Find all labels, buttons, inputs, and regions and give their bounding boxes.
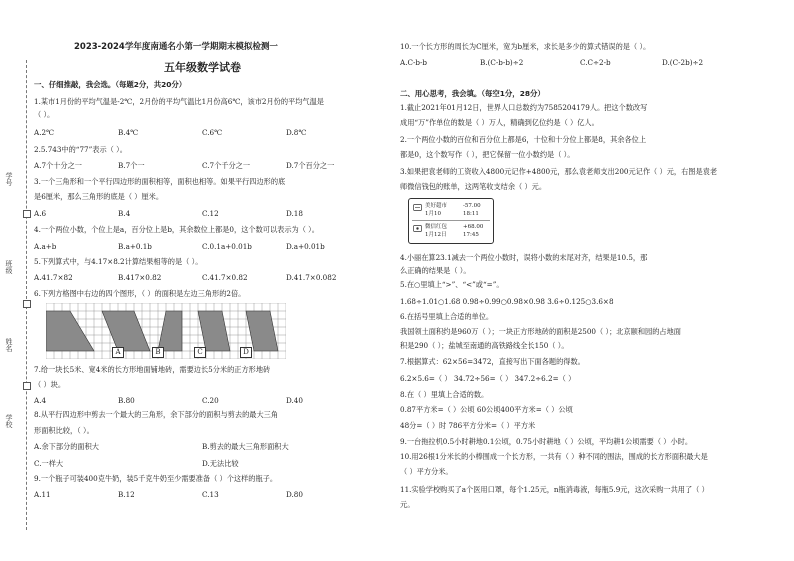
red-packet-icon <box>413 225 422 232</box>
option[interactable]: A.11 <box>34 490 51 499</box>
fill8-line2: 0.87平方米=（ ）公顷 60公顷400平方米=（ ）公顷 <box>400 405 573 414</box>
option[interactable]: D.a+0.01b <box>286 242 325 251</box>
option[interactable]: A.4 <box>34 396 47 405</box>
option[interactable]: B.12 <box>118 490 135 499</box>
q6-stem: 6.下列方格图中右边的四个图形，（ ）的面积是左边三角形的2倍。 <box>34 289 246 298</box>
fill6-line3: 积是290（ ）；盐城至南通的高铁路线全长150（ ）。 <box>400 341 569 350</box>
shopping-icon <box>413 204 422 211</box>
option[interactable]: B.4℃ <box>118 128 139 137</box>
q2-stem: 2.5.743中的“77”表示（ ）。 <box>34 145 127 154</box>
bill-row2-amount: +68.00 <box>463 224 484 230</box>
shape-a <box>102 311 150 351</box>
q3-stem: 3.一个三角形和一个平行四边形的面积相等，面积也相等。如果平行四边形的底 <box>34 177 286 186</box>
fill6-line2: 我国领土面积约是960万（ ）；一块正方形地砖的面积是2500（ ）；北京颐和园的占地面 <box>400 327 681 336</box>
option[interactable]: D.40 <box>286 396 303 405</box>
fill3-line2: 师微信钱包的账单，这两笔收支结余（ ）元。 <box>400 182 547 191</box>
option[interactable]: C.20 <box>202 396 219 405</box>
fill10-line1: 10.用26根1分米长的小棒围成一个长方形，一共有（ ）种不同的围法，围成的长方形面积最大是 <box>400 452 708 461</box>
bill-divider <box>412 220 490 221</box>
option[interactable]: A.6 <box>34 209 47 218</box>
fill1-line1: 1.截止2021年01月12日，世界人口总数约为7585204179人。把这个数改写 <box>400 103 648 112</box>
wallet-bill-card <box>408 198 494 244</box>
fill7-line1: 7.根据算式：62×56=3472，直接写出下面各题的得数。 <box>400 357 585 366</box>
fill11-line2: 元。 <box>400 500 415 509</box>
option[interactable]: D.8℃ <box>286 128 307 137</box>
option[interactable]: B.417×0.82 <box>118 273 162 282</box>
fill4-line1: 4.小丽在算23.1减去一个两位小数时，误将小数的末尾对齐，结果是10.5，那 <box>400 253 648 262</box>
fill7-line2: 6.2×5.6=（ ） 34.72÷56=（ ） 347.2÷6.2=（ ） <box>400 374 576 383</box>
bill-row1-name: 美好超市 <box>425 203 448 209</box>
shape-label-c[interactable]: C <box>194 347 206 358</box>
shape-label-a[interactable]: A <box>112 347 124 358</box>
option[interactable]: C.12 <box>202 209 219 218</box>
fill3-line1: 3.如果把袁老师的工资收入4800元记作+4800元，那么袁老师支出200元记作（ ）元，右图是袁老 <box>400 167 718 176</box>
exam-title: 2023-2024学年度南通名小第一学期期末模拟检测一 <box>74 42 278 52</box>
bill-row2-date: 1月12日 <box>425 232 447 238</box>
shape-label-d[interactable]: D <box>240 347 252 358</box>
option[interactable]: C.0.1a+0.01b <box>202 242 252 251</box>
q10-stem: 10.一个长方形的周长为C厘米，宽为b厘米，求长是多少的算式错误的是（ ）。 <box>400 42 651 51</box>
binding-hole <box>23 210 31 218</box>
q8-stem-cont: 形面积比较，（ ）。 <box>34 426 94 435</box>
q9-stem: 9.一个瓶子可装400克牛奶，装5千克牛奶至少需要准备（ ）个这样的瓶子。 <box>34 474 278 483</box>
fill5-line1: 5.在○里填上“>”、“<”或“=”。 <box>400 280 504 289</box>
fill9-line1: 9.一台拖拉机0.5小时耕地0.1公顷，0.75小时耕地（ ）公顷，平均耕1公顷需要（ ）小时。 <box>400 437 693 446</box>
fill5-line2: 1.68÷1.01○1.68 0.98÷0.99○0.98×0.98 3.6÷0.125○3.6×8 <box>400 297 614 306</box>
margin-label-name: 姓名 <box>5 338 13 352</box>
option[interactable]: D.41.7×0.082 <box>286 273 337 282</box>
option[interactable]: B.剪去的最大三角形面积大 <box>202 442 289 451</box>
option[interactable]: C.7个千分之一 <box>202 161 251 170</box>
option[interactable]: A.2℃ <box>34 128 55 137</box>
option[interactable]: A.C-b-b <box>400 58 428 67</box>
option[interactable]: A.a+b <box>34 242 57 251</box>
option[interactable]: C.C÷2-b <box>580 58 611 67</box>
q7-stem-cont: （ ）块。 <box>34 380 66 389</box>
fill8-line3: 48分=（ ）时 786平方分米=（ ）平方米 <box>400 421 536 430</box>
shape-b <box>158 311 182 351</box>
bill-row2-name: 微信红包 <box>425 224 448 230</box>
option[interactable]: B.(C-b-b)÷2 <box>480 58 524 67</box>
margin-label-class: 班级 <box>5 260 13 274</box>
option[interactable]: D.18 <box>286 209 303 218</box>
option[interactable]: B.80 <box>118 396 135 405</box>
q4-stem: 4.一个两位小数，个位上是a，百分位上是b，其余数位上都是0，这个数可以表示为（ ）。 <box>34 225 319 234</box>
fill8-line1: 8.在（ ）里填上合适的数。 <box>400 390 489 399</box>
shape-label-b[interactable]: B <box>152 347 164 358</box>
q5-stem: 5.下列算式中，与4.17×8.2计算结果相等的是（ ）。 <box>34 257 203 266</box>
q1-stem: 1.某市1月份的平均气温是-2℃，2月份的平均气温比1月份高6℃，该市2月份的平均气温是 <box>34 97 324 106</box>
q8-stem: 8.从平行四边形中剪去一个最大的三角形，余下部分的面积与剪去的最大三角 <box>34 410 279 419</box>
shape-d <box>246 311 278 351</box>
fill1-line2: 成用“万”作单位的数是（ ）万人，精确到亿位约是（ ）亿人。 <box>400 118 599 127</box>
option[interactable]: D.80 <box>286 490 303 499</box>
fill10-line2: （ ）平方分米。 <box>400 467 453 476</box>
shape-c <box>198 311 230 351</box>
fill2-line1: 2.一个两位小数的百位和百分位上都是6，十位和十分位上都是8，其余各位上 <box>400 135 647 144</box>
option[interactable]: C.13 <box>202 490 219 499</box>
fill2-line2: 都是0，这个数写作（ ），把它保留一位小数约是（ ）。 <box>400 150 575 159</box>
option[interactable]: B.7个一 <box>118 161 145 170</box>
q7-stem: 7.给一块长5米、宽4米的长方形地面铺地砖，需要边长5分米的正方形地砖 <box>34 365 271 374</box>
option[interactable]: C.6℃ <box>202 128 223 137</box>
option[interactable]: D.7个百分之一 <box>286 161 335 170</box>
bill-row1-amount: -57.00 <box>463 203 481 209</box>
option[interactable]: C.一样大 <box>34 459 64 468</box>
section1-heading: 一、仔细推敲，我会选。（每题2分，共20分） <box>34 80 187 89</box>
bill-row1-time: 18:11 <box>463 211 479 217</box>
option[interactable]: C.41.7×0.82 <box>202 273 248 282</box>
margin-label-school: 学校 <box>5 414 13 428</box>
bill-row1-date: 1月10 <box>425 211 441 217</box>
margin-label-student-id: 学号 <box>5 172 13 186</box>
q1-stem-cont: （ ）。 <box>34 110 55 119</box>
q3-stem-cont: 是6厘米，那么三角形的底是（ ）厘米。 <box>34 192 164 201</box>
fill6-line1: 6.在括号里填上合适的单位。 <box>400 312 494 321</box>
bill-row2-time: 17:45 <box>463 232 479 238</box>
paper-title: 五年级数学试卷 <box>164 61 241 74</box>
binding-hole <box>23 382 31 390</box>
option[interactable]: B.4 <box>118 209 131 218</box>
option[interactable]: A.41.7×82 <box>34 273 73 282</box>
option[interactable]: D.(C-2b)÷2 <box>662 58 704 67</box>
reference-triangle-shape <box>46 311 94 351</box>
option[interactable]: D.无法比较 <box>202 459 239 468</box>
binding-hole <box>23 300 31 308</box>
option[interactable]: A.7个十分之一 <box>34 161 82 170</box>
option[interactable]: A.余下部分的面积大 <box>34 442 99 451</box>
option[interactable]: B.a+0.1b <box>118 242 152 251</box>
section2-heading: 二、用心思考，我会填。（每空1分，28分） <box>400 89 545 98</box>
binding-margin <box>0 0 34 561</box>
fill4-line2: 么正确的结果是（ ）。 <box>400 266 471 275</box>
binding-line <box>26 60 27 530</box>
fill11-line1: 11.实验学校购买了a个医用口罩，每个1.25元，n瓶消毒液，每瓶5.9元，这次采购一共用了（ ） <box>400 485 709 494</box>
